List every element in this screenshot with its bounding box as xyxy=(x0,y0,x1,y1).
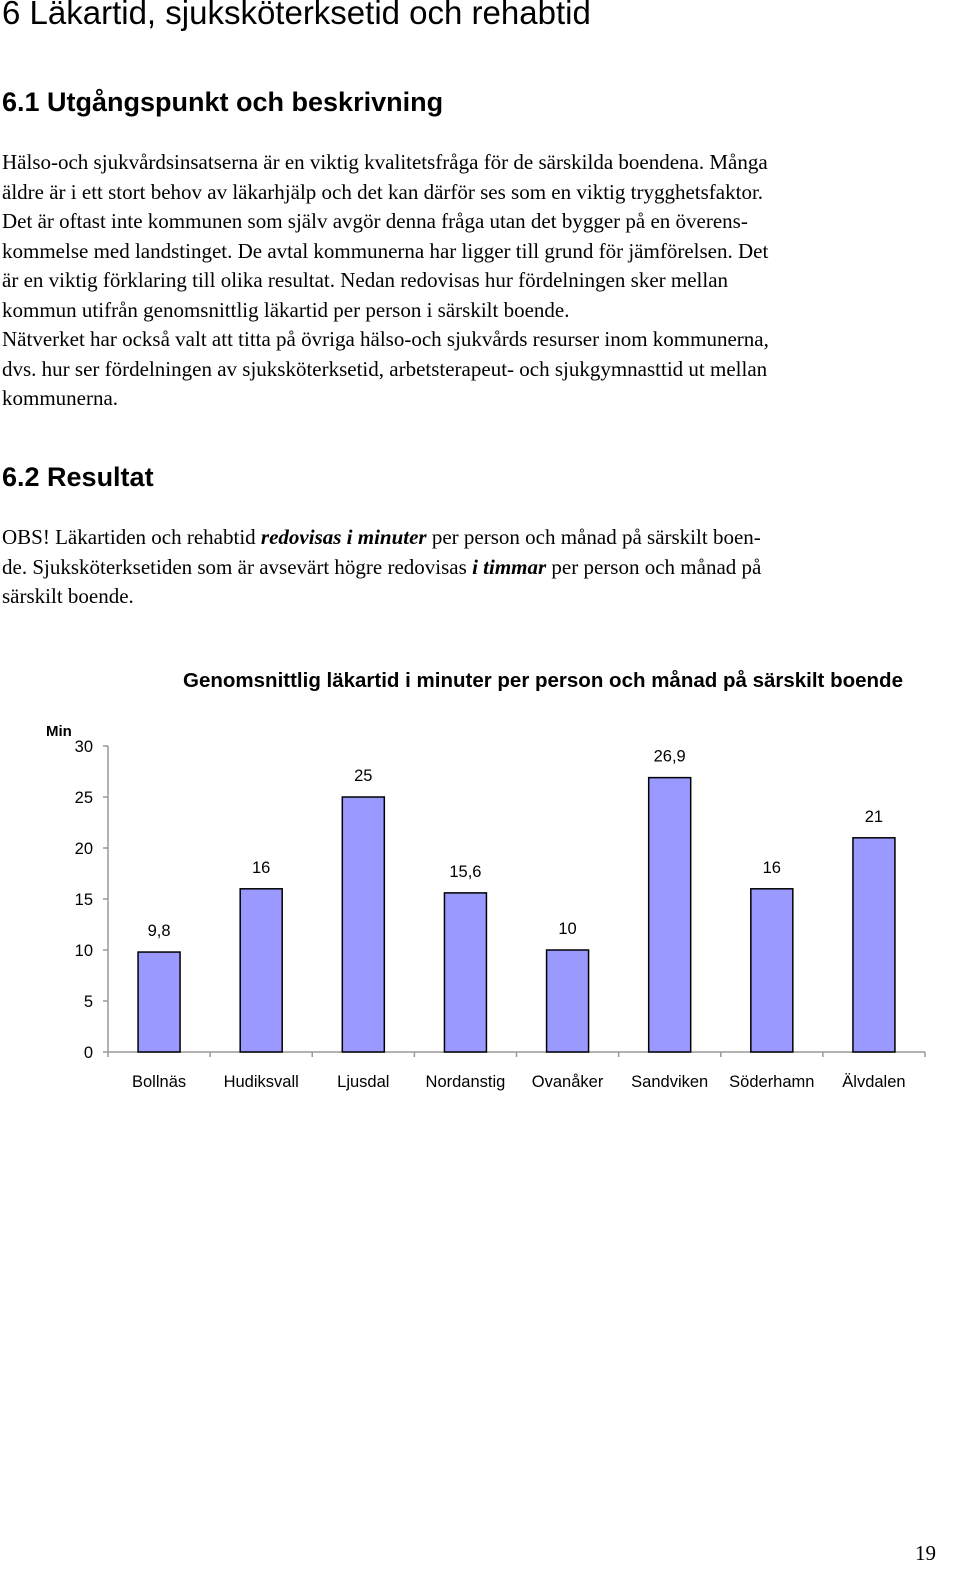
bar xyxy=(547,950,589,1052)
page-number: 19 xyxy=(915,1541,936,1565)
paragraph-line: Det är oftast inte kommunen som själv avgör denna fråga utan det bygger på en överens- xyxy=(2,209,748,233)
emphasis-hours: i timmar xyxy=(472,554,547,579)
paragraph-line xyxy=(2,523,942,553)
bar xyxy=(751,889,793,1052)
bar-value-label: 15,6 xyxy=(449,862,482,881)
paragraph-line: Nätverket har också valt att titta på övriga hälso-och sjukvårds resurser inom kommunerna, xyxy=(2,327,769,351)
obs-text: de. Sjuksköterksetiden som är avsevärt högre redovisas xyxy=(2,554,473,579)
y-tick-label: 5 xyxy=(83,993,93,1011)
y-tick-label: 30 xyxy=(74,738,93,756)
y-tick-label: 0 xyxy=(83,1044,93,1062)
y-tick-label: 25 xyxy=(74,789,93,807)
x-tick-label: Sandviken xyxy=(631,1073,709,1091)
bar-value-label: 10 xyxy=(558,920,577,938)
bar xyxy=(444,893,486,1052)
bar-value-label: 16 xyxy=(252,858,271,877)
x-tick-label: Bollnäs xyxy=(132,1073,187,1091)
x-tick-label: Nordanstig xyxy=(425,1073,506,1091)
x-tick-label: Ovanåker xyxy=(531,1073,604,1091)
chart-title: Genomsnittlig läkartid i minuter per person och månad på särskilt boende xyxy=(183,669,903,692)
paragraph-line: särskilt boende. xyxy=(2,584,134,608)
bar xyxy=(649,778,691,1052)
bar xyxy=(342,797,384,1052)
paragraph-line: är en viktig förklaring till olika resultat. Nedan redovisas hur fördelningen sker mellan xyxy=(2,268,729,292)
bar xyxy=(138,952,180,1052)
paragraph-line: kommunerna. xyxy=(2,386,119,410)
paragraph-line: kommun utifrån genomsnittlig läkartid per person i särskilt boende. xyxy=(2,297,570,322)
paragraph-line: kommelse med landstinget. De avtal kommunerna har ligger till grund för jämförelsen. Det xyxy=(2,238,769,263)
y-tick-label: 20 xyxy=(74,840,93,858)
bar-value-label: 26,9 xyxy=(653,747,686,766)
bar xyxy=(853,838,895,1052)
y-tick-label: 15 xyxy=(74,891,93,909)
section-heading-resultat: 6.2 Resultat xyxy=(2,462,154,492)
emphasis-minutes: redovisas i minuter xyxy=(260,525,427,549)
bar-chart xyxy=(0,650,960,1100)
bar-value-label: 16 xyxy=(762,858,781,877)
bar-value-label: 21 xyxy=(864,807,884,826)
obs-paragraph xyxy=(2,523,942,612)
x-tick-label: Ljusdal xyxy=(337,1073,390,1091)
bar-value-label: 9,8 xyxy=(147,922,171,941)
obs-text: per person och månad på xyxy=(546,554,762,579)
x-tick-label: Hudiksvall xyxy=(223,1073,299,1091)
paragraph-line: dvs. hur ser fördelningen av sjuksköterksetid, arbetsterapeut- och sjukgymnasttid ut mellan xyxy=(2,356,768,381)
y-axis-label: Min xyxy=(46,723,72,740)
paragraph-line xyxy=(2,553,942,583)
bar-value-label: 25 xyxy=(354,767,373,785)
bar xyxy=(240,889,282,1052)
obs-text: per person och månad på särskilt boen- xyxy=(426,525,761,549)
section-heading-utgangspunkt: 6.1 Utgångspunkt och beskrivning xyxy=(2,87,444,117)
y-tick-label: 10 xyxy=(74,942,93,960)
page-heading: 6 Läkartid, sjuksköterksetid och rehabtid xyxy=(2,0,591,31)
paragraph-line: äldre är i ett stort behov av läkarhjälp och det kan därför ses som en viktig trygghetsfaktor. xyxy=(2,179,764,204)
paragraph-line: Hälso-och sjukvårdsinsatserna är en viktig kvalitetsfråga för de särskilda boendena. Många xyxy=(2,150,768,174)
x-tick-label: Älvdalen xyxy=(842,1073,906,1091)
intro-paragraph xyxy=(2,148,942,414)
x-tick-label: Söderhamn xyxy=(729,1073,815,1091)
obs-text: OBS! Läkartiden och rehabtid xyxy=(2,525,261,549)
